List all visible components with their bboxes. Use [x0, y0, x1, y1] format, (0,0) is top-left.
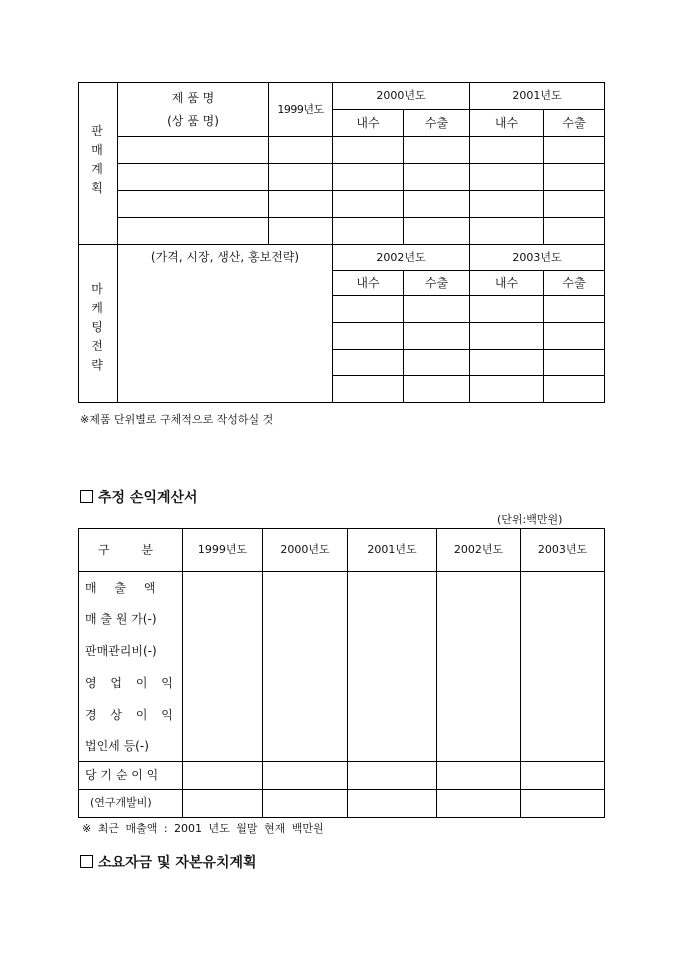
- row-net-income: 당 기 순 이 익: [85, 768, 159, 782]
- product-name-header: 제 품 명: [171, 91, 215, 105]
- funding-title-text: 소요자금 및 자본유치계획: [98, 855, 257, 871]
- export-2002: 수출: [424, 276, 449, 290]
- income-statement-title: [80, 490, 198, 506]
- row-rnd: (연구개발비): [90, 796, 152, 809]
- marketing-note: (가격, 시장, 생산, 홍보전략): [150, 250, 300, 264]
- checkbox-square-icon: [80, 490, 93, 503]
- funding-plan-title: [80, 855, 257, 871]
- year-2000-header: 2000년도: [376, 89, 426, 102]
- income-year-1999: 1999년도: [197, 543, 248, 556]
- year-2003-header: 2003년도: [512, 251, 562, 264]
- marketing-side-label: 마케팅전략: [91, 282, 103, 372]
- row-operating-income: 영 업 이 익: [85, 676, 173, 690]
- income-year-2000: 2000년도: [280, 543, 330, 556]
- row-sales: 매 출 액: [85, 581, 156, 595]
- year-2002-header: 2002년도: [376, 251, 426, 264]
- income-year-2001: 2001년도: [367, 543, 417, 556]
- sales-side-label: 판매계획: [91, 124, 103, 195]
- row-corporate-tax: 법인세 등(-): [85, 739, 149, 753]
- year-2001-header: 2001년도: [512, 89, 562, 102]
- income-year-2003: 2003년도: [537, 543, 588, 556]
- export-2003: 수출: [562, 276, 586, 290]
- domestic-2003: 내수: [494, 276, 519, 290]
- income-title-text: 추정 손익계산서: [98, 490, 198, 506]
- domestic-2002: 내수: [356, 276, 380, 290]
- domestic-2001: 내수: [494, 116, 519, 130]
- checkbox-square-icon: [80, 855, 93, 868]
- export-2001: 수출: [562, 116, 586, 130]
- footnote-product-unit: ※제품 단위별로 구체적으로 작성하실 것: [80, 413, 274, 426]
- export-2000: 수출: [424, 116, 449, 130]
- row-cost-of-sales: 매 출 원 가(-): [85, 612, 157, 626]
- row-ordinary-income: 경 상 이 익: [85, 708, 173, 722]
- product-name-sub: (상 품 명): [167, 114, 219, 128]
- footnote-recent-sales: ※ 최근 매출액 : 2001 년도 월말 현재 백만원: [82, 822, 324, 835]
- category-header-text: 구 분: [98, 543, 153, 557]
- year-1999-header: 1999년도: [277, 103, 324, 116]
- category-header: [98, 543, 162, 557]
- row-sga: 판매관리비(-): [85, 644, 157, 658]
- domestic-2000: 내수: [356, 116, 380, 130]
- income-year-2002: 2002년도: [453, 543, 504, 556]
- unit-label: (단위:백만원): [497, 513, 563, 526]
